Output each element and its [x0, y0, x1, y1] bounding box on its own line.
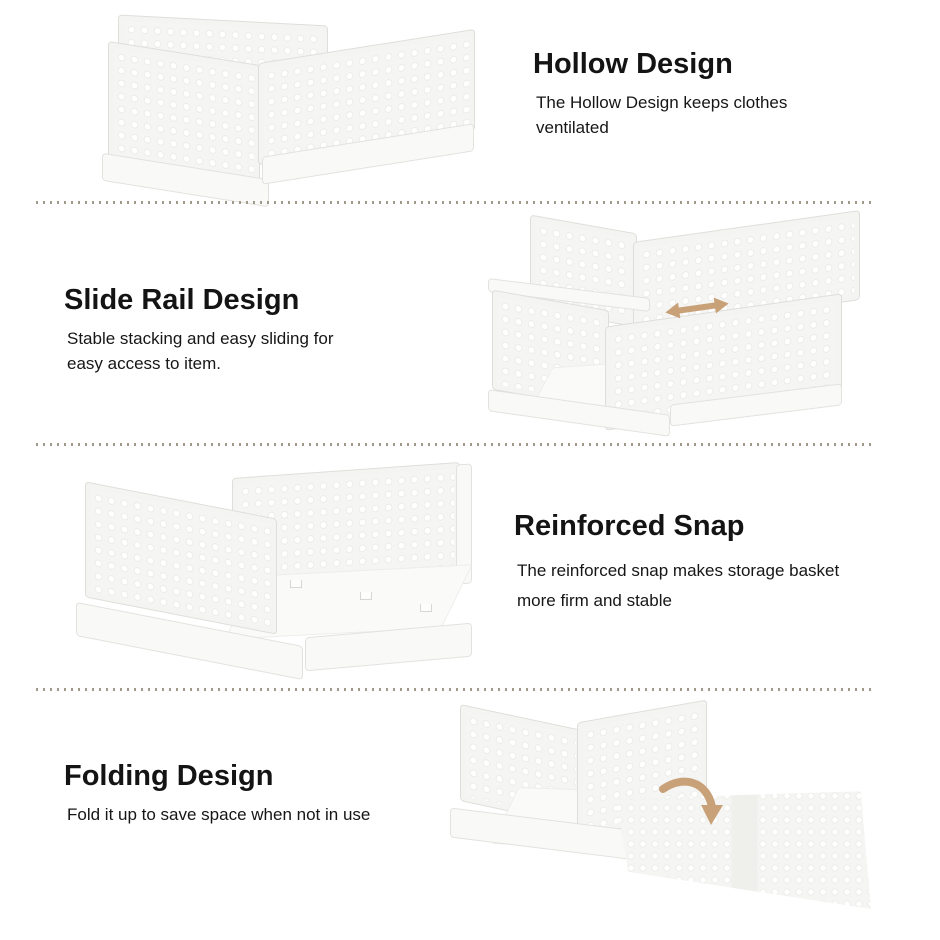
feature-text-reinforced-snap: [514, 510, 839, 616]
feature-title: Folding Design: [64, 760, 274, 792]
description-line: Stable stacking and easy sliding for: [67, 329, 334, 348]
folding-baskets-image: [435, 695, 935, 940]
feature-title: Hollow Design: [533, 48, 733, 80]
snap-bracket: [290, 580, 302, 588]
description-line: The Hollow Design keeps clothes: [536, 93, 788, 112]
description-line: The reinforced snap makes storage basket: [517, 561, 840, 580]
feature-description: [64, 326, 334, 376]
feature-text-hollow: [533, 48, 787, 140]
fold-arrow-icon: [657, 773, 729, 845]
feature-text-slide-rail: [64, 284, 334, 376]
snap-bracket: [360, 592, 372, 600]
stacked-baskets-image: [480, 212, 910, 424]
section-folding-design: [0, 690, 940, 940]
description-line: easy access to item.: [67, 354, 222, 373]
feature-description: [533, 90, 787, 140]
section-reinforced-snap: [0, 446, 940, 688]
feature-title: Reinforced Snap: [514, 510, 745, 542]
folded-basket-panel: [613, 790, 871, 918]
feature-description: [514, 556, 839, 616]
description-line: Fold it up to save space when not in use: [67, 805, 371, 824]
section-slide-rail-design: [0, 204, 940, 442]
basket-front-image: [60, 452, 490, 682]
feature-description: [64, 802, 370, 827]
section-hollow-design: [0, 0, 940, 202]
feature-title: Slide Rail Design: [64, 284, 300, 316]
basket-open-image: [80, 8, 480, 198]
description-line: more firm and stable: [517, 591, 672, 610]
description-line: ventilated: [536, 118, 609, 137]
feature-text-folding: [64, 760, 370, 827]
snap-bracket: [420, 604, 432, 612]
